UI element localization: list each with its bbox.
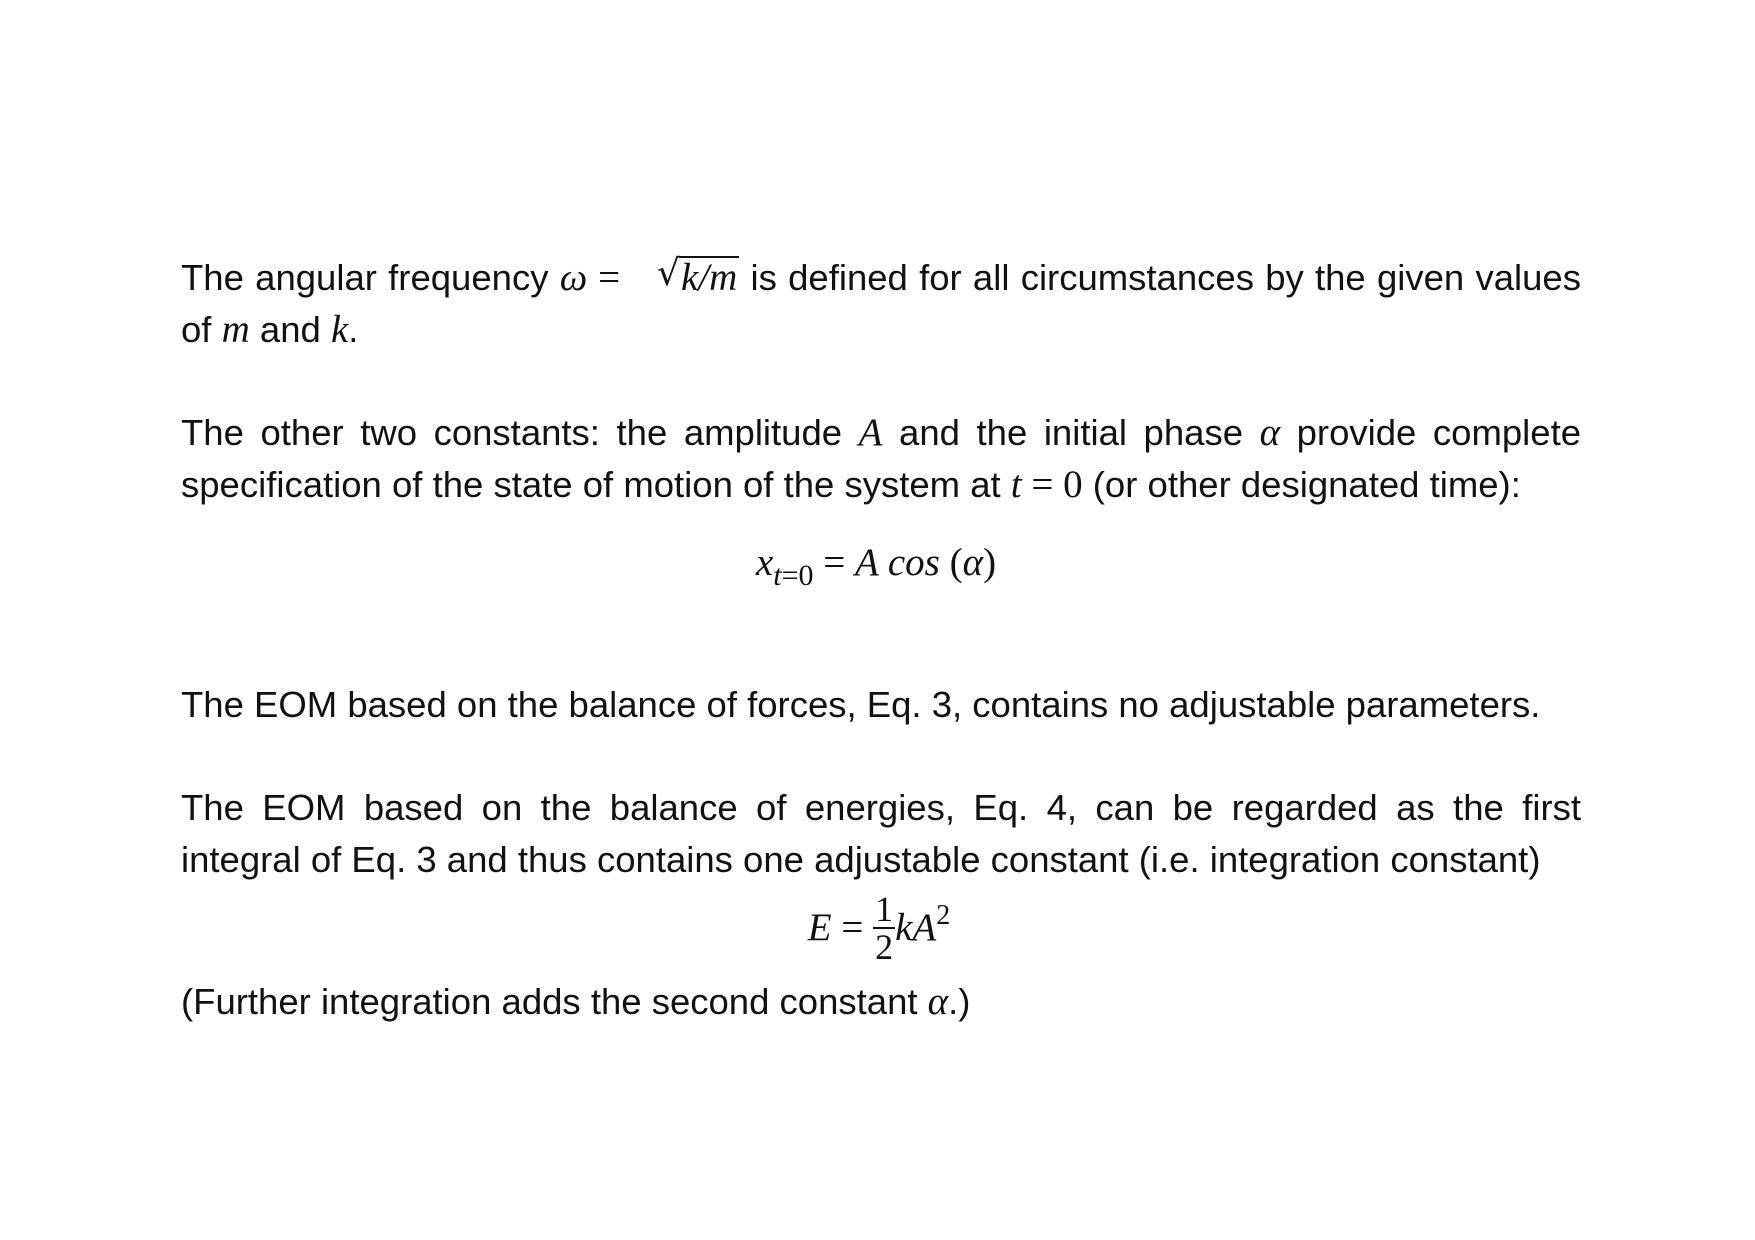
text: The angular frequency [181,257,560,298]
rhs-expression: A cos [854,541,940,584]
text: (Further integration adds the second constant [181,981,928,1022]
paragraph-energies: The EOM based on the balance of energies, Eq. 4, can be regarded as the first integral of Eq. 3 and thus contains one adjustable constant (i.e. integration constant) [181,787,1581,880]
sub-zero: 0 [798,559,814,592]
kA-term: kA [895,905,937,949]
sqrt-content: k/m [680,256,738,299]
paragraph-angular-frequency [181,252,1581,356]
alpha-symbol: α [1259,411,1281,454]
mass-symbol: m [221,308,250,351]
alpha-symbol: α [927,980,949,1023]
text: is defined for all circumstances by the given values of [181,257,1581,350]
text: .) [948,981,971,1022]
exponent: 2 [936,899,951,931]
text: and the initial phase [882,412,1260,453]
text: (or other designated time): [1082,464,1521,505]
alpha-symbol: α [962,541,984,584]
equals-sign: = [1021,463,1064,506]
sub-equals: = [781,559,799,592]
close-paren: ) [983,541,997,584]
text: and [249,309,331,350]
spring-constant-symbol: k [330,308,349,351]
sqrt-icon: √ [656,253,680,294]
numerator: 1 [875,889,894,929]
equals-sign: = [831,905,874,949]
x-symbol: x [755,541,774,584]
fraction-one-half [873,891,895,965]
sqrt-expression [657,252,739,304]
paragraph-constants [181,407,1581,511]
text: . [348,309,359,350]
energy-symbol: E [807,905,832,949]
equals-sign: = [813,541,855,584]
equation-energy [179,889,1579,974]
document-page [181,252,1581,1028]
equation-initial-position [176,537,1576,592]
amplitude-symbol: A [858,411,883,454]
paragraph-forces: The EOM based on the balance of forces, Eq. 3, contains no adjustable parameters. [181,684,1541,725]
time-symbol: t [1010,463,1022,506]
paragraph-further-integration [181,976,1581,1028]
omega-symbol: ω [559,256,588,299]
text: provide complete specification of the state of motion of the system at [181,412,1582,505]
zero-value: 0 [1063,463,1083,506]
text: The other two constants: the amplitude [181,412,859,453]
denominator: 2 [875,927,894,967]
equals-sign: = [587,256,631,299]
open-paren: ( [939,541,963,584]
subscript [773,559,813,592]
sub-t: t [773,559,782,592]
